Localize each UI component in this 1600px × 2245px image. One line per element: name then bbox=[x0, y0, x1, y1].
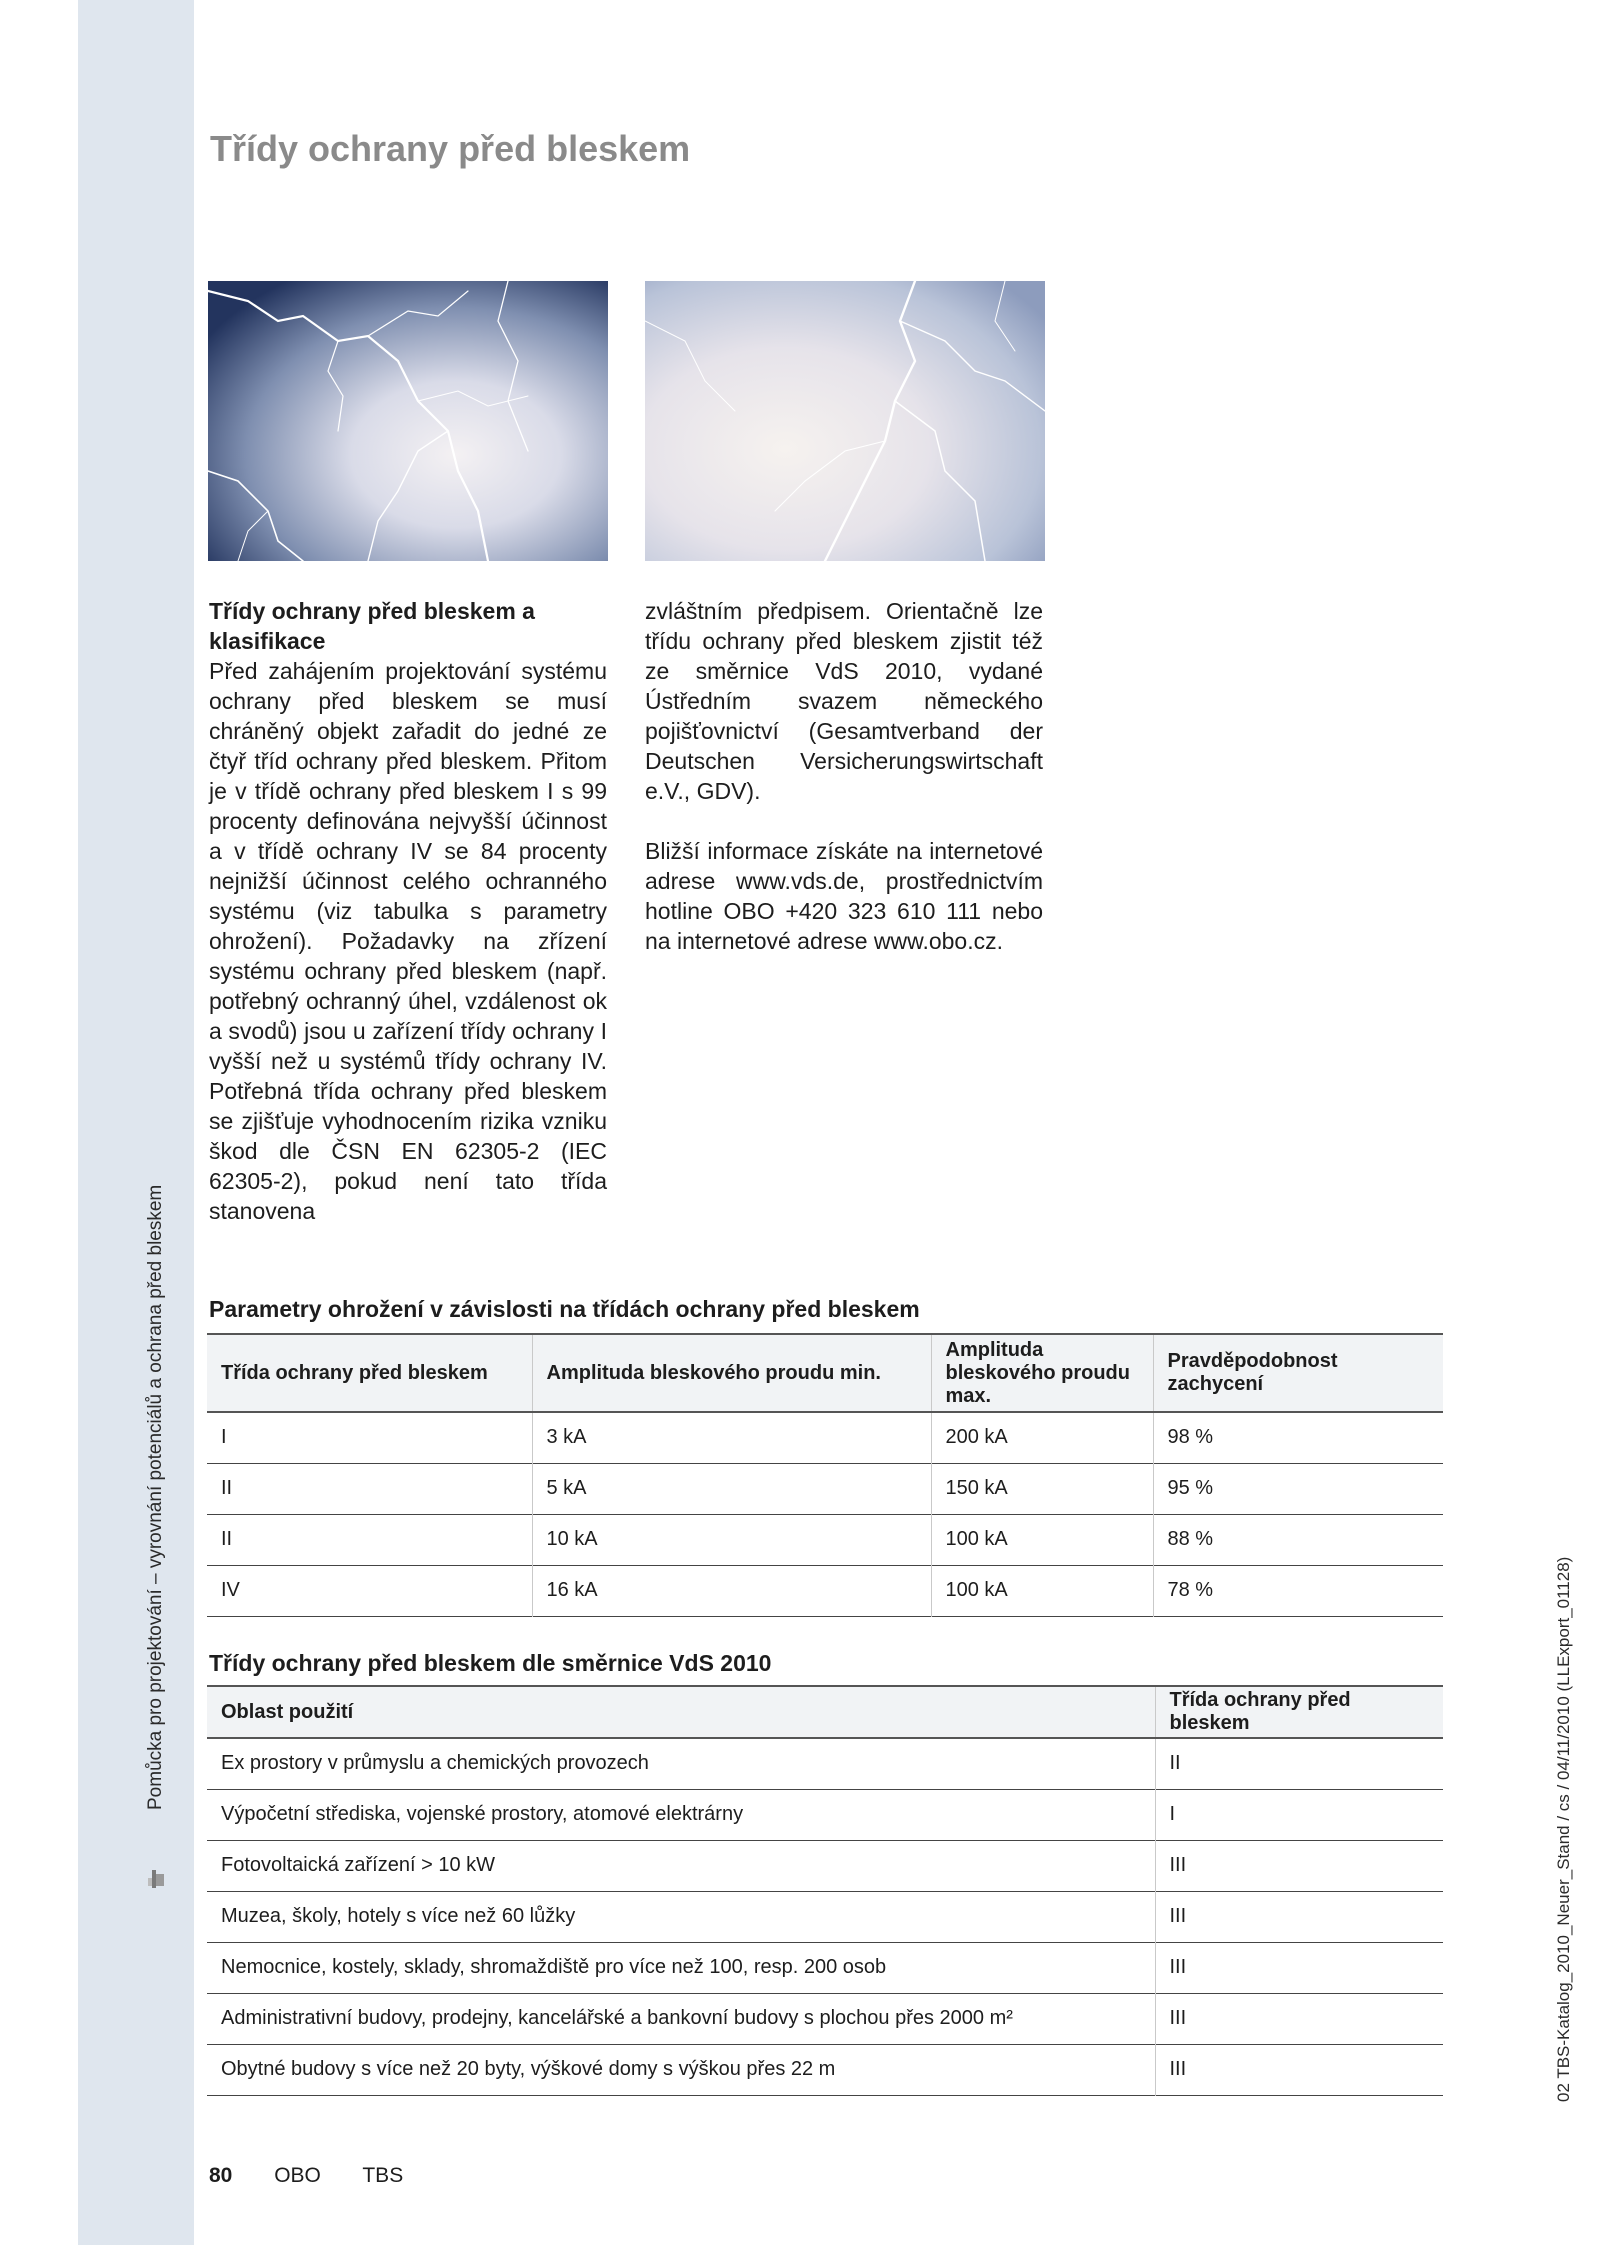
sidebar-band bbox=[78, 0, 194, 2245]
table-cell: 150 kA bbox=[931, 1463, 1153, 1514]
table-cell: 5 kA bbox=[532, 1463, 931, 1514]
table-cell: III bbox=[1155, 1840, 1443, 1891]
intro-body-right-1: zvláštním předpisem. Orientačně lze třídu ochrany před bleskem zjistit též ze směrnice VdS 2010, vydané Ústředním svazem německého pojišťovnictví (Gesamtverband der Deutschen Versicherungswirtschaft e.V., GDV). bbox=[645, 598, 1043, 804]
table-header-cell: Třída ochrany před bleskem bbox=[221, 1361, 488, 1384]
table-header-cell: Pravděpodobnost zachycení bbox=[1153, 1334, 1443, 1412]
table-row bbox=[207, 1565, 1443, 1616]
hazard-parameters-table bbox=[207, 1333, 1443, 1617]
table-cell: Administrativní budovy, prodejny, kancelářské a bankovní budovy s plochou přes 2000 m² bbox=[221, 2007, 1013, 2029]
table-cell: Ex prostory v průmyslu a chemických provozech bbox=[221, 1752, 649, 1775]
table-row bbox=[207, 1412, 1443, 1463]
table-header-cell: Amplituda bleskového proudu max. bbox=[931, 1334, 1153, 1412]
page-number: 80 bbox=[209, 2164, 233, 2187]
table-row bbox=[207, 2044, 1443, 2095]
sidebar-chapter-label: Pomůcka pro projektování – vyrovnání potenciálů a ochrana před bleskem bbox=[145, 1184, 166, 1810]
table-header-row bbox=[207, 1686, 1443, 1738]
table-header-row bbox=[207, 1334, 1443, 1412]
table-row bbox=[207, 1789, 1443, 1840]
table-cell: 100 kA bbox=[931, 1514, 1153, 1565]
table-cell: II bbox=[221, 1528, 233, 1550]
table-cell: III bbox=[1155, 1993, 1443, 2044]
table-cell: 16 kA bbox=[532, 1565, 931, 1616]
page-title: Třídy ochrany před bleskem bbox=[210, 128, 691, 169]
table2-title: Třídy ochrany před bleskem dle směrnice VdS 2010 bbox=[209, 1650, 772, 1676]
table-cell: Nemocnice, kostely, sklady, shromaždiště pro více než 100, resp. 200 osob bbox=[221, 1956, 887, 1978]
lightning-photo-right bbox=[645, 281, 1045, 561]
intro-body-left: Před zahájením projektování systému ochrany před bleskem se musí chráněný objekt zařadit do jedné ze čtyř tříd ochrany před bleskem. Přitom je v třídě ochrany před bleskem I s 99 procenty definována nejvyšší účinnost a v třídě ochrany IV se 84 procenty nejnižší účinnost celého ochranného systému (viz tabulka s parametry ohrožení). Požadavky na zřízení systému ochrany před bleskem (např. potřebný ochranný úhel, vzdálenost ok a svodů) jsou u zařízení třídy ochrany I vyšší než u systémů třídy ochrany IV. Potřebná třída ochrany před bleskem se zjišťuje vyhodnocením rizika vzniku škod dle ČSN EN 62305-2 (IEC 62305-2), pokud není tato třída stanovena bbox=[209, 658, 607, 1224]
table-cell: 88 % bbox=[1153, 1514, 1443, 1565]
table-header-cell: Oblast použití bbox=[221, 1700, 354, 1723]
lightning-photo-left bbox=[208, 281, 608, 561]
table-cell: Výpočetní střediska, vojenské prostory, atomové elektrárny bbox=[221, 1803, 744, 1825]
table-cell: II bbox=[221, 1477, 233, 1499]
footer-section: TBS bbox=[362, 2164, 404, 2187]
table-cell: III bbox=[1155, 1891, 1443, 1942]
table-row bbox=[207, 1891, 1443, 1942]
table-header-cell: Třída ochrany před bleskem bbox=[1155, 1686, 1443, 1738]
table-cell: 95 % bbox=[1153, 1463, 1443, 1514]
table-cell: I bbox=[221, 1426, 227, 1449]
table-cell: II bbox=[1155, 1738, 1443, 1789]
intro-body-right-2: Bližší informace získáte na internetové adrese www.vds.de, prostřednictvím hotline OBO +420 323 610 111 nebo na internetové adrese www.obo.cz. bbox=[645, 838, 1043, 954]
table-cell: Obytné budovy s více než 20 byty, výškové domy s výškou přes 22 m bbox=[221, 2058, 836, 2080]
chapter-marker-icon bbox=[146, 1868, 168, 1890]
table-cell: 100 kA bbox=[931, 1565, 1153, 1616]
table-cell: 78 % bbox=[1153, 1565, 1443, 1616]
table-cell: IV bbox=[221, 1579, 240, 1601]
intro-column-right bbox=[645, 596, 1043, 956]
table-row bbox=[207, 1514, 1443, 1565]
table-row bbox=[207, 1993, 1443, 2044]
footer-brand: OBO bbox=[274, 2164, 321, 2187]
intro-column-left bbox=[209, 596, 607, 1226]
page-footer bbox=[209, 2164, 439, 2188]
table-cell: III bbox=[1155, 1942, 1443, 1993]
table-row bbox=[207, 1840, 1443, 1891]
table-row bbox=[207, 1463, 1443, 1514]
table-cell: 10 kA bbox=[532, 1514, 931, 1565]
table-cell: I bbox=[1155, 1789, 1443, 1840]
table1-title: Parametry ohrožení v závislosti na třídách ochrany před bleskem bbox=[209, 1296, 920, 1322]
table-cell: 200 kA bbox=[931, 1412, 1153, 1463]
table-row bbox=[207, 1942, 1443, 1993]
intro-heading: Třídy ochrany před bleskem a klasifikace bbox=[209, 598, 535, 654]
table-header-cell: Amplituda bleskového proudu min. bbox=[532, 1334, 931, 1412]
vds-classes-table bbox=[207, 1685, 1443, 2096]
table-cell: III bbox=[1155, 2044, 1443, 2095]
table-cell: Fotovoltaická zařízení > 10 kW bbox=[221, 1854, 496, 1876]
table-row bbox=[207, 1738, 1443, 1789]
print-job-label: 02 TBS-Katalog_2010_Neuer_Stand / cs / 04/11/2010 (LLExport_01128) bbox=[1554, 1556, 1573, 2102]
table-cell: 3 kA bbox=[532, 1412, 931, 1463]
table-cell: Muzea, školy, hotely s více než 60 lůžky bbox=[221, 1905, 576, 1927]
table-cell: 98 % bbox=[1153, 1412, 1443, 1463]
